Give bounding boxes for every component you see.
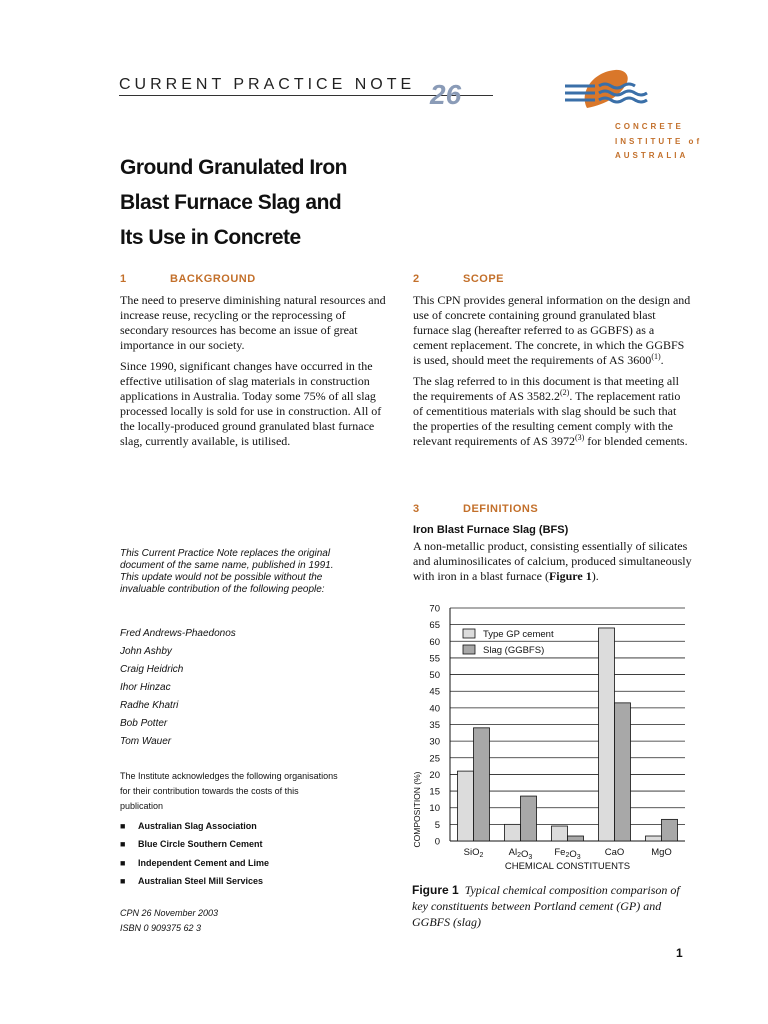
bullet-icon: ■: [120, 821, 126, 831]
bar-gp-cement-cao: [599, 628, 615, 841]
contributor-name: Craig Heidrich: [120, 664, 184, 675]
composition-bar-chart: [405, 598, 695, 876]
y-tick-label: 15: [429, 786, 440, 798]
y-tick-label: 50: [429, 670, 440, 682]
section-heading-definitions: [413, 503, 538, 515]
bar-gp-cement-fe2o3: [552, 826, 568, 841]
cpn-date: CPN 26 November 2003: [120, 908, 219, 918]
scope-text: The slag referred to in this document is that meeting all the requirements of AS 3582.2: [413, 374, 679, 403]
paragraph: [413, 293, 691, 368]
bar-slag-sio2: [474, 728, 490, 841]
reference-mark: (1): [651, 352, 661, 361]
definition-term: Iron Blast Furnace Slag (BFS): [413, 524, 569, 536]
legend-swatch: [463, 645, 475, 654]
section-number: 1: [120, 273, 127, 285]
section-title: DEFINITIONS: [463, 503, 539, 515]
bar-slag-fe2o3: [568, 836, 584, 841]
scope-text: .: [660, 353, 664, 367]
org-name-line-1: CONCRETE: [615, 122, 684, 131]
y-tick-label: 70: [429, 603, 440, 615]
x-tick-label: $Al_2O_3$: [508, 847, 533, 861]
figure-caption-text: Typical chemical composition comparison of key constituents between Portland cement (GP) and GGBFS (slag): [412, 883, 680, 929]
section-heading-scope: [413, 273, 504, 285]
x-axis-label: CHEMICAL CONSTITUENTS: [504, 861, 631, 872]
contributor-name: Tom Wauer: [120, 736, 172, 747]
section-number: 2: [413, 273, 420, 285]
sponsor-intro: The Institute acknowledges the following organisations for their contribution towards the costs of this publication: [120, 771, 338, 811]
bullet-icon: ■: [120, 876, 126, 886]
definition-body: ).: [591, 569, 599, 583]
contributor-name: Radhe Khatri: [120, 700, 179, 711]
bar-slag-mgo: [662, 819, 678, 841]
sponsor-name: Australian Slag Association: [138, 821, 257, 831]
scope-body: [413, 293, 691, 455]
figure-label: Figure 1: [412, 883, 459, 897]
x-tick-label: $Fe_2O_3$: [554, 847, 581, 861]
sponsor-item: [120, 839, 263, 849]
bullet-icon: ■: [120, 858, 126, 868]
page-number: 1: [676, 946, 683, 960]
contributor-name: Fred Andrews-Phaedonos: [120, 628, 236, 639]
y-tick-label: 20: [429, 769, 440, 781]
bar-gp-cement-mgo: [646, 836, 662, 841]
sponsor-name: Blue Circle Southern Cement: [138, 839, 263, 849]
section-title: BACKGROUND: [170, 273, 256, 285]
paragraph: The need to preserve diminishing natural resources and increase reuse, recycling or the reprocessing of secondary resources has become an issue of great importance in our society.: [120, 293, 386, 352]
bar-slag-cao: [615, 703, 631, 841]
scope-text: . The replacement ratio of cementitious materials with slag should be such that the properties of the resulting cement comply with the relevant requirements of AS 3972: [413, 389, 681, 448]
title-line: Its Use in Concrete: [120, 226, 301, 249]
series-title: CURRENT PRACTICE NOTE: [119, 76, 416, 93]
y-tick-label: 55: [429, 653, 440, 665]
section-heading-background: [120, 273, 256, 285]
y-tick-label: 30: [429, 736, 440, 748]
title-line: Blast Furnace Slag and: [120, 191, 342, 214]
definition-text: [413, 539, 693, 584]
scope-text: for blended cements.: [584, 434, 688, 448]
y-tick-label: 35: [429, 720, 440, 731]
bullet-icon: ■: [120, 839, 126, 849]
paragraph: Since 1990, significant changes have occurred in the effective utilisation of slag materials in construction applications in Australia. Today some 75% of all slag processed locally is sold for use in construction. All of the locally-produced ground granulated blast furnace slag, currently available, is utilised.: [120, 359, 382, 448]
figure-caption: [412, 882, 690, 930]
org-name-line-3: AUSTRALIA: [615, 151, 689, 160]
contributor-name: John Ashby: [120, 646, 172, 657]
scope-text: This CPN provides general information on the design and use of concrete containing ground granulated blast furnace slag (hereafter referred to as GGBFS) as a cement replacement. The concrete, in which the GGBFS is used, should meet the requirements of AS 3600: [413, 293, 691, 367]
series-number: 26: [430, 79, 462, 110]
figure-reference-link[interactable]: Figure 1: [548, 569, 592, 583]
x-tick-label: MgO: [651, 847, 672, 858]
definition-body: A non-metallic product, consisting essentially of silicates and aluminosilicates of calcium, produced simultaneously with iron in a blast furnace (: [413, 539, 692, 583]
concrete-institute-logo: [565, 68, 680, 118]
org-name-line-2: INSTITUTE of: [615, 137, 703, 146]
background-body: [120, 293, 396, 455]
y-tick-label: 45: [429, 686, 440, 698]
bar-slag-al2o3: [521, 796, 537, 841]
x-tick-label: SiO$_2$: [463, 847, 484, 859]
y-tick-label: 40: [429, 703, 440, 715]
x-tick-label: CaO: [604, 847, 625, 858]
legend-swatch: [463, 629, 475, 638]
section-number: 3: [413, 503, 420, 515]
sponsor-name: Independent Cement and Lime: [138, 858, 270, 868]
y-axis-label: COMPOSITION (%): [412, 771, 422, 848]
legend-label: Slag (GGBFS): [483, 645, 545, 656]
bar-gp-cement-sio2: [458, 771, 474, 841]
y-tick-label: 25: [429, 753, 440, 765]
sponsor-item: [120, 876, 263, 886]
y-tick-label: 10: [429, 803, 440, 815]
sponsor-name: Australian Steel Mill Services: [138, 876, 264, 886]
y-tick-label: 0: [434, 836, 440, 848]
section-title: SCOPE: [463, 273, 505, 285]
bar-gp-cement-al2o3: [505, 824, 521, 841]
sponsor-item: [120, 821, 257, 831]
title-line: Ground Granulated Iron: [120, 156, 348, 179]
sponsor-item: [120, 858, 269, 868]
isbn: ISBN 0 909375 62 3: [120, 923, 202, 933]
y-tick-label: 65: [429, 620, 440, 632]
paragraph: [413, 374, 691, 449]
reference-mark: (3): [574, 433, 585, 442]
contributor-name: Ihor Hinzac: [120, 682, 171, 693]
contributor-name: Bob Potter: [120, 718, 168, 729]
y-tick-label: 60: [429, 636, 440, 648]
legend-label: Type GP cement: [483, 629, 554, 640]
y-tick-label: 5: [434, 819, 440, 831]
acknowledgement-intro: This Current Practice Note replaces the original document of the same name, published in 1991. This update would not be possible without the invaluable contribution of the following people:: [120, 548, 334, 595]
document-title: [120, 150, 410, 255]
reference-mark: (2): [559, 388, 570, 397]
